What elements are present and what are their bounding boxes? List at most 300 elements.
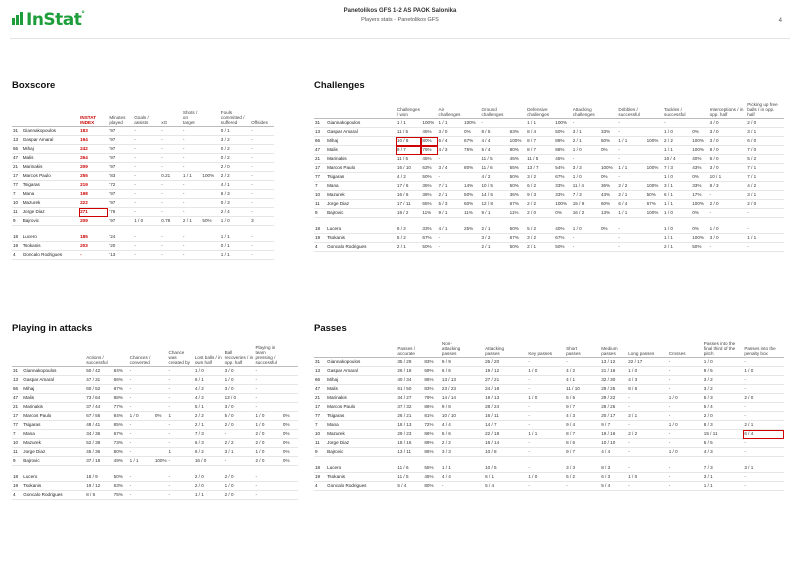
player-number: 18 [314,464,326,473]
stat-cell: 17 / 11 [396,200,422,209]
stat-cell: - [668,430,692,439]
stat-cell: 34 / 36 [85,430,112,439]
stat-cell: - [250,154,274,163]
stat-cell: - [627,481,657,490]
stat-cell: 5 / 2 [396,233,422,242]
stat-cell: 3 / 3 [565,464,589,473]
table-row [314,403,784,412]
stat-cell [201,145,219,154]
player-number: 11 [12,208,22,217]
table-row [12,127,274,136]
stat-cell: 6 / 2 [396,225,422,234]
stat-cell: 2 / 2 [220,172,250,181]
stat-cell [554,394,565,403]
table-row [12,199,274,208]
stat-cell: 3 / 0 [224,403,255,412]
stat-cell [282,490,298,499]
player-name [326,457,396,464]
stat-cell: 3 / 3 [441,448,471,457]
stat-cell: - [254,473,281,482]
stat-cell: - [133,241,160,250]
stat-cell: 40% [554,225,571,234]
stat-cell [627,457,657,464]
column-header: Lost balls / in own half [194,345,224,367]
stat-cell: 1 [168,448,194,457]
stat-cell: 2 / 0 [194,481,224,490]
stat-cell: - [168,430,194,439]
stat-cell: 11 / 5 [526,155,554,164]
table-row [12,145,274,154]
stat-cell: 13 / 0 [224,394,255,403]
table-row [314,137,784,146]
player-number [314,218,326,225]
stat-cell [554,464,565,473]
column-header [201,110,219,127]
stat-cell [554,457,565,464]
stat-cell: - [743,481,784,490]
stat-cell: 4 / 2 [565,367,589,376]
column-header [646,102,663,119]
stat-cell [554,218,571,225]
stat-cell: 2 / 0 [254,430,281,439]
player-number: 10 [12,199,22,208]
stat-cell: - [617,233,645,242]
stat-cell [224,466,255,473]
stat-cell: - [438,242,464,251]
table-row [314,200,784,209]
stat-cell [691,119,708,128]
stat-cell: 50% [509,182,526,191]
column-header [554,341,565,358]
stat-cell: 6 / 4 [743,430,784,439]
stat-cell: 0.78 [160,217,182,226]
table-row [12,181,274,190]
stat-cell: 2 / 2 [627,430,657,439]
stat-cell: '97 [108,190,133,199]
stat-cell: 1 / 1 [663,233,691,242]
stat-cell: - [168,490,194,499]
stat-cell: - [160,241,182,250]
stat-cell: 54% [554,164,571,173]
player-number: 7 [12,190,22,199]
stat-cell: - [129,481,154,490]
stat-cell: - [224,430,255,439]
player-name: Marinakis [326,155,396,164]
stat-cell: 63% [421,164,437,173]
stat-cell [282,481,298,490]
boxscore-table [12,110,274,260]
stat-cell: - [168,367,194,376]
table-row [314,173,784,182]
player-name: Marcos Paulo [22,172,79,181]
stat-cell: 55% [423,464,441,473]
stat-cell [471,457,485,464]
stat-cell [657,367,668,376]
stat-cell: - [627,448,657,457]
player-name: Jorge Diaz [22,448,85,457]
stat-cell: 4 / 0 [709,119,747,128]
stat-cell: 8 / 6 [565,439,589,448]
stat-cell [471,464,485,473]
player-number: 77 [314,173,326,182]
stat-cell: 14 / 5 [480,191,508,200]
stat-cell: 45% [554,155,571,164]
player-name: Gaspar Amaral [326,128,396,137]
table-row [314,128,784,137]
stat-cell: 50% [113,473,129,482]
stat-cell: 2 / 0 [254,439,281,448]
stat-cell: 85% [423,376,441,385]
stat-cell: 26 / 21 [396,412,423,421]
table-row [12,490,298,499]
player-number: 17 [12,412,22,421]
stat-cell: 52 / 38 [85,439,112,448]
stat-cell: 81% [423,412,441,421]
stat-cell [79,226,108,233]
stat-cell: 7 / 3 [703,464,744,473]
stat-cell: 2 / 2 [224,439,255,448]
stat-cell: 17% [691,191,708,200]
report-subtitle: Players stats - Panetolikos GFS [361,17,439,23]
stat-cell: 9 / 3 [526,191,554,200]
stat-cell: - [627,439,657,448]
player-name: Tsigaras [326,173,396,182]
table-row [314,225,784,234]
stat-cell: 10 / 5 [484,464,514,473]
table-row [12,217,274,226]
stat-cell: - [572,155,600,164]
stat-cell: 10 / 10 [600,439,627,448]
row-spacer [314,218,784,225]
column-header: Challenges / won [396,102,422,119]
table-row [314,358,784,367]
player-name: Marinakis [22,163,79,172]
stat-cell: '83 [108,172,133,181]
stat-cell [514,448,528,457]
stat-cell [201,226,219,233]
stat-cell: 60% [600,200,617,209]
stat-cell: 80% [113,448,129,457]
stat-cell: 3 / 2 [703,385,744,394]
stat-cell [201,127,219,136]
stat-cell: 1 / 0 [627,367,657,376]
stat-cell: 75% [463,146,480,155]
player-name: Mana [326,421,396,430]
stat-cell [646,233,663,242]
stat-cell: 4 / 3 [627,376,657,385]
stat-cell: 88% [554,137,571,146]
player-name: Marcos Paulo [326,403,396,412]
stat-cell: 3 / 0 [709,233,747,242]
player-number [12,466,22,473]
stat-cell [463,173,480,182]
table-row [12,412,298,421]
stat-cell [600,242,617,251]
stat-cell: 86% [423,430,441,439]
stat-cell: '97 [108,136,133,145]
stat-cell: - [160,199,182,208]
stat-cell: 7 / 1 [746,173,784,182]
stat-cell: 15 / 11 [703,430,744,439]
stat-cell: 19 / 16 [600,430,627,439]
column-header [589,341,600,358]
stat-cell: 4 / 2 [396,173,422,182]
stat-cell: 1 / 0 [668,448,692,457]
stat-cell: '97 [108,145,133,154]
column-header [326,341,396,358]
stat-cell [201,136,219,145]
stat-cell: 6 / 4 [438,137,464,146]
stat-cell [108,226,133,233]
stat-cell: 2 / 0 [746,119,784,128]
stat-cell: - [168,394,194,403]
table-row [314,376,784,385]
stat-cell: 85% [113,421,129,430]
passes-title: Passes [314,323,347,334]
stat-cell: 6 / 6 [441,367,471,376]
stat-cell [282,385,298,394]
player-name: Mana [326,182,396,191]
player-number: 18 [12,473,22,482]
stat-cell: 67% [646,200,663,209]
column-header: Playing in team pressing / successful [254,345,281,367]
stat-cell: - [129,421,154,430]
column-header [421,102,437,119]
stat-cell: 6 / 2 [565,472,589,481]
stat-cell: 14 / 14 [441,394,471,403]
stat-cell: 1 / 1 [617,209,645,218]
stat-cell [692,358,703,367]
stat-cell: 0% [691,128,708,137]
stat-cell: 20 / 17 [600,412,627,421]
stat-cell: 0% [282,412,298,421]
stat-cell: 1 / 0 [572,146,600,155]
stat-cell: - [182,208,201,217]
player-name: Mihaj [22,385,85,394]
stat-cell: '13 [108,250,133,259]
table-row [12,367,298,376]
player-name: Mazurek [326,430,396,439]
stat-cell: 9 / 7 [600,421,627,430]
stat-cell: 1 / 0 [743,367,784,376]
player-name: Malis [22,154,79,163]
column-header [22,110,79,127]
stat-cell: '97 [108,217,133,226]
stat-cell: 5 / 5 [703,439,744,448]
stat-cell: 4 / 1 [438,225,464,234]
stat-cell: 2 / 0 [709,200,747,209]
stat-cell: - [743,439,784,448]
stat-cell: 50% [463,191,480,200]
stat-cell: 84% [113,367,129,376]
column-header: Actions / successful [85,345,112,367]
stat-cell: - [438,233,464,242]
player-name: Mihaj [22,145,79,154]
stat-cell: 209 [79,163,108,172]
stat-cell: 88% [113,394,129,403]
stat-cell: 2 / 0 [224,490,255,499]
stat-cell: 2 / 2 [526,200,554,209]
stat-cell: 5 / 0 [224,412,255,421]
player-name: Giannakopoulos [22,127,79,136]
player-number: 19 [12,481,22,490]
stat-cell: 1 / 0 [572,173,600,182]
player-name: Goncalo Rodrigues [22,250,79,259]
column-header [282,345,298,367]
stat-cell: 86% [423,403,441,412]
column-header [692,341,703,358]
stat-cell: 5 / 1 [194,403,224,412]
stat-cell [154,473,168,482]
stat-cell [471,358,485,367]
stat-cell: 1 / 0 [663,225,691,234]
stat-cell [657,448,668,457]
stat-cell [471,448,485,457]
stat-cell: - [129,430,154,439]
stat-cell [441,457,471,464]
stat-cell: 2 / 0 [220,163,250,172]
stat-cell [168,466,194,473]
stat-cell: 7 / 3 [663,164,691,173]
stat-cell: 11% [421,209,437,218]
stat-cell: 3 / 0 [438,128,464,137]
stat-cell: 1 / 0 [668,394,692,403]
stat-cell: - [133,127,160,136]
stat-cell: 1 / 0 [663,128,691,137]
stat-cell: 2 / 0 [254,457,281,466]
stat-cell: - [743,403,784,412]
stat-cell: 5 / 3 [703,394,744,403]
table-row [12,154,274,163]
stat-cell: 11% [463,209,480,218]
stat-cell: - [129,439,154,448]
stat-cell: 1 / 0 [709,225,747,234]
stat-cell [514,367,528,376]
stat-cell: - [133,163,160,172]
table-row [12,233,274,242]
stat-cell: - [565,358,589,367]
stat-cell: 37 / 18 [85,457,112,466]
player-number: 47 [314,146,326,155]
stat-cell: 37 / 44 [85,403,112,412]
stat-cell: - [668,385,692,394]
stat-cell: - [182,145,201,154]
stat-cell [589,403,600,412]
stat-cell: 67 / 56 [85,412,112,421]
player-name: Mazurek [326,191,396,200]
stat-cell: - [572,233,600,242]
stat-cell [201,208,219,217]
stat-cell: 36% [509,191,526,200]
stat-cell [554,448,565,457]
stat-cell: 194 [79,136,108,145]
stat-cell [589,430,600,439]
stat-cell [471,403,485,412]
player-name: Marcos Paulo [22,412,85,421]
stat-cell: 100% [691,233,708,242]
stat-cell: 2 / 1 [572,137,600,146]
stat-cell [692,448,703,457]
table-row [12,241,274,250]
stat-cell: 1 / 1 [526,119,554,128]
stat-cell [554,439,565,448]
stat-cell [589,457,600,464]
player-number: 19 [314,472,326,481]
stat-cell [514,464,528,473]
table-row [12,250,274,259]
stat-cell: '97 [108,154,133,163]
stat-cell: 1 / 0 [254,448,281,457]
stat-cell [133,226,160,233]
stat-cell: 8 / 5 [480,128,508,137]
stat-cell: 36% [600,182,617,191]
stat-cell [471,472,485,481]
stat-cell: 13 / 12 [600,358,627,367]
player-name: Mihaj [326,376,396,385]
stat-cell [646,119,663,128]
stat-cell: 3 / 1 [224,448,255,457]
stat-cell: 13% [600,209,617,218]
player-number: 11 [314,200,326,209]
stat-cell: - [617,128,645,137]
stat-cell: 8 / 3 [600,464,627,473]
table-row [314,146,784,155]
stat-cell: - [254,490,281,499]
stat-cell: 1 / 1 [441,464,471,473]
stat-cell: 2 / 0 [194,473,224,482]
stat-cell: 16 / 10 [396,164,422,173]
stat-cell [668,457,692,464]
stat-cell: - [129,473,154,482]
player-name: Jorge Diaz [326,200,396,209]
stat-cell: 3 / 0 [709,164,747,173]
stat-cell: 48 / 41 [85,421,112,430]
player-number: 7 [12,430,22,439]
stat-cell: - [668,472,692,481]
stat-cell: - [527,376,554,385]
stat-cell: 67% [463,137,480,146]
stat-cell [692,457,703,464]
table-row [314,385,784,394]
stat-cell: 83% [423,358,441,367]
stat-cell [154,403,168,412]
stat-cell: 50% [691,242,708,251]
stat-cell: - [133,181,160,190]
stat-cell [692,421,703,430]
stat-cell: - [743,472,784,481]
stat-cell: 28 / 25 [600,403,627,412]
stat-cell [554,358,565,367]
stat-cell: 9 / 7 [565,403,589,412]
stat-cell: 43% [600,191,617,200]
player-number: 10 [12,439,22,448]
stat-cell: 5 / 4 [396,481,423,490]
boxscore-title: Boxscore [12,80,56,91]
stat-cell: 45% [423,472,441,481]
player-name [22,226,79,233]
stat-cell: 2 / 0 [703,412,744,421]
stat-cell: 2 / 2 [441,439,471,448]
stat-cell [589,385,600,394]
player-name: Bajrovic [326,448,396,457]
stat-cell [743,457,784,464]
stat-cell [646,155,663,164]
column-header [113,345,129,367]
stat-cell: - [224,457,255,466]
stat-cell [201,199,219,208]
stat-cell [600,119,617,128]
stat-cell [554,367,565,376]
